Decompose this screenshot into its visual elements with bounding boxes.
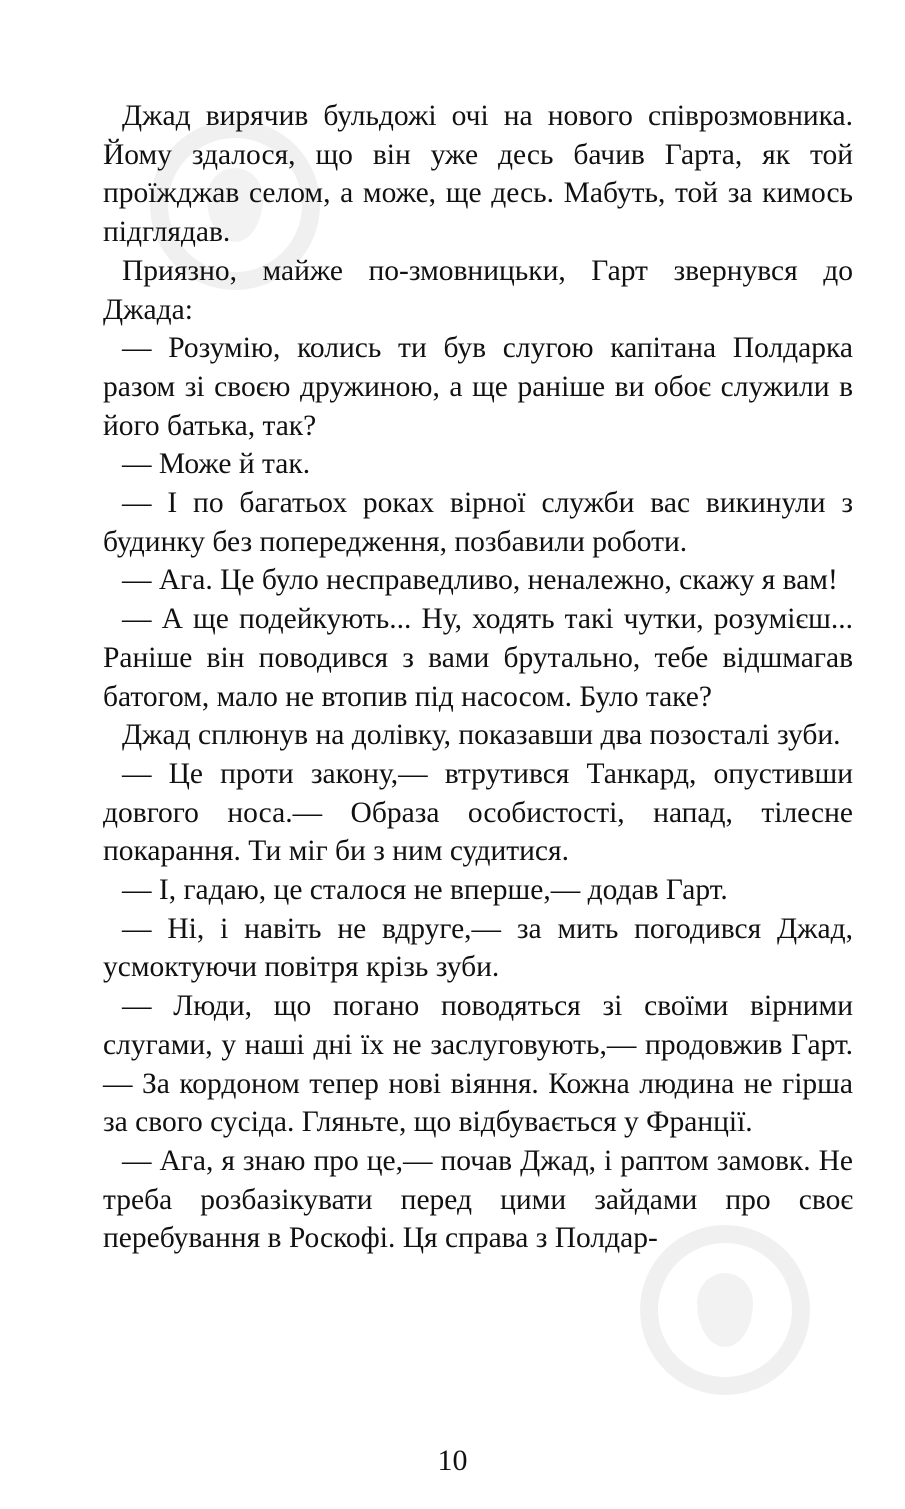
- dialogue-line: — І, гадаю, це сталося не вперше,— додав Гарт.: [122, 874, 728, 907]
- body-text: [103, 97, 853, 1258]
- dialogue-line: — Ні, і навіть не вдруге,— за мить погодився Джад, усмоктуючи повітря крізь зуби.: [103, 912, 853, 984]
- dialogue-line: — А ще подейкують... Ну, ходять такі чутки, розумієш... Раніше він поводився з вами брутально, тебе відшмагав батогом, мало не втопив під насосом. Було таке?: [103, 603, 853, 713]
- paragraph: Приязно, майже по-змовницьки, Гарт звернувся до Джада:: [103, 254, 853, 326]
- dialogue-line: — Люди, що погано поводяться зі своїми вірними слугами, у наші дні їх не заслуговують,— продовжив Гарт.— За кордоном тепер нові віяння. Кожна людина не гірша за свого сусіда. Гляньте, що відбувається у Франції.: [103, 990, 853, 1139]
- dialogue-line: — Ага, я знаю про це,— почав Джад, і раптом замовк. Не треба розбазікувати перед цими зайдами про своє перебування в Роскофі. Ця справа з Полдар-: [103, 1144, 853, 1255]
- dialogue-line: — Може й так.: [122, 448, 311, 481]
- watermark-shape: [697, 1273, 753, 1347]
- dialogue-line: — І по багатьох роках вірної служби вас викинули з будинку без попередження, позбавили роботи.: [103, 487, 853, 558]
- dialogue-line: — Це проти закону,— втрутився Танкард, опустивши довгого носа.— Образа особистості, напад, тілесне покарання. Ти міг би з ним судитися.: [103, 757, 853, 868]
- paragraph: Джад сплюнув на долівку, показавши два позосталі зуби.: [122, 719, 841, 752]
- paragraph: Джад вирячив бульдожі очі на нового співрозмовника. Йому здалося, що він уже десь бачив Гарта, як той проїжджав селом, а може, ще десь. Мабуть, той за кимось підглядав.: [103, 100, 853, 249]
- dialogue-line: — Розумію, колись ти був слугою капітана Полдарка разом зі своєю дружиною, а ще раніше ви обоє служили в його батька, так?: [103, 332, 853, 442]
- page-number: 10: [437, 1444, 468, 1477]
- dialogue-line: — Ага. Це було несправедливо, неналежно, скажу я вам!: [122, 564, 838, 597]
